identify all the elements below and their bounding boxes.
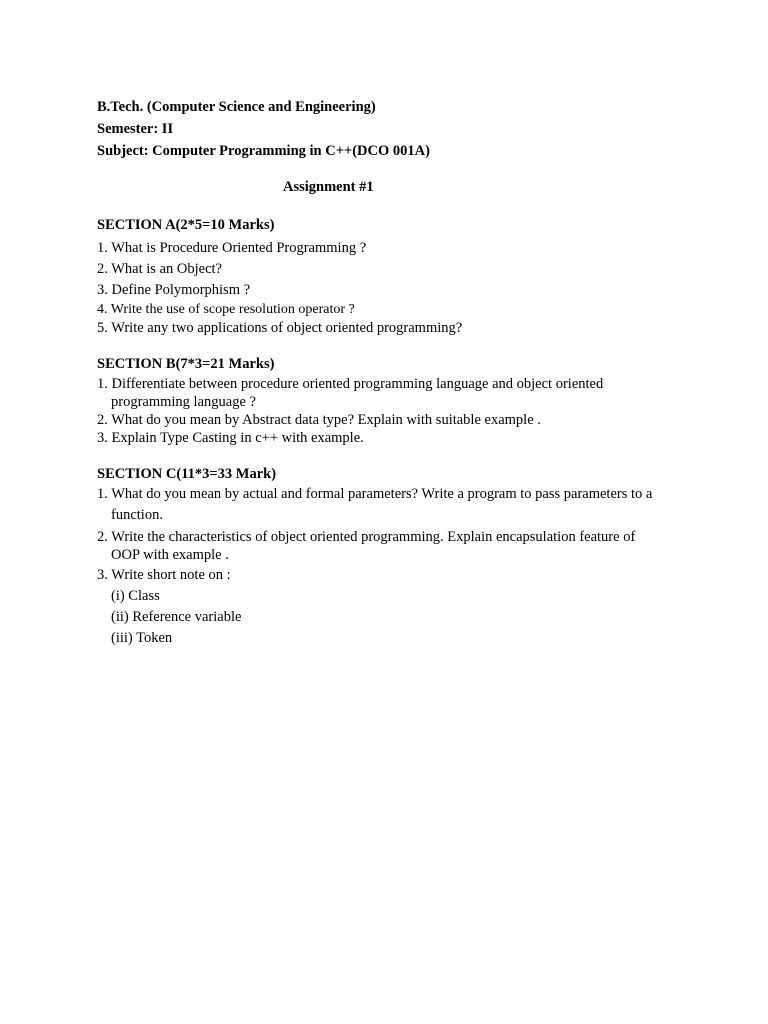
list-item (97, 429, 364, 447)
assignment-title: Assignment #1 (283, 179, 374, 195)
subject-heading: Subject: Computer Programming in C++(DCO 001A) (97, 143, 430, 159)
list-item-continuation: OOP with example . (111, 547, 229, 563)
item-text: What is Procedure Oriented Programming ? (111, 240, 367, 256)
item-text: Define Polymorphism ? (111, 282, 251, 298)
section-a-heading: SECTION A(2*5=10 Marks) (97, 217, 275, 233)
list-item (97, 281, 250, 299)
list-item (97, 411, 541, 429)
item-number: 5. (97, 320, 108, 336)
item-number: 3. (97, 430, 108, 446)
item-number: 2. (97, 412, 108, 428)
item-number: 4. (97, 302, 108, 317)
list-item-continuation: programming language ? (111, 394, 256, 410)
item-text: Write short note on : (111, 567, 231, 583)
list-item (97, 239, 366, 257)
item-number: 1. (97, 486, 108, 502)
list-item (97, 528, 635, 546)
item-text: What is an Object? (111, 261, 222, 277)
item-number: 2. (97, 529, 108, 545)
item-number: 3. (97, 567, 108, 583)
item-number: 2. (97, 261, 108, 277)
item-text: What do you mean by Abstract data type? Explain with suitable example . (111, 412, 541, 428)
section-c-heading: SECTION C(11*3=33 Mark) (97, 466, 277, 482)
item-text: Write the use of scope resolution operator ? (110, 302, 355, 317)
list-item (97, 260, 222, 278)
list-item (97, 301, 355, 319)
sub-item: (ii) Reference variable (111, 609, 242, 625)
item-text: Write any two applications of object oriented programming? (111, 320, 463, 336)
item-text: Explain Type Casting in c++ with example. (111, 430, 364, 446)
semester-heading: Semester: II (97, 121, 174, 137)
sub-item: (iii) Token (111, 630, 173, 646)
program-heading: B.Tech. (Computer Science and Engineering) (97, 99, 376, 115)
item-text: Write the characteristics of object oriented programming. Explain encapsulation feature of (111, 529, 636, 545)
section-b-heading: SECTION B(7*3=21 Marks) (97, 356, 275, 372)
item-text: Differentiate between procedure oriented programming language and object oriented (111, 376, 604, 392)
list-item (97, 375, 603, 393)
item-number: 1. (97, 240, 108, 256)
list-item-continuation: function. (111, 507, 163, 523)
list-item (97, 566, 231, 584)
sub-item: (i) Class (111, 588, 160, 604)
item-number: 3. (97, 282, 108, 298)
item-text: What do you mean by actual and formal parameters? Write a program to pass parameters to a (111, 486, 653, 502)
item-number: 1. (97, 376, 108, 392)
list-item (97, 485, 652, 503)
list-item (97, 319, 462, 337)
